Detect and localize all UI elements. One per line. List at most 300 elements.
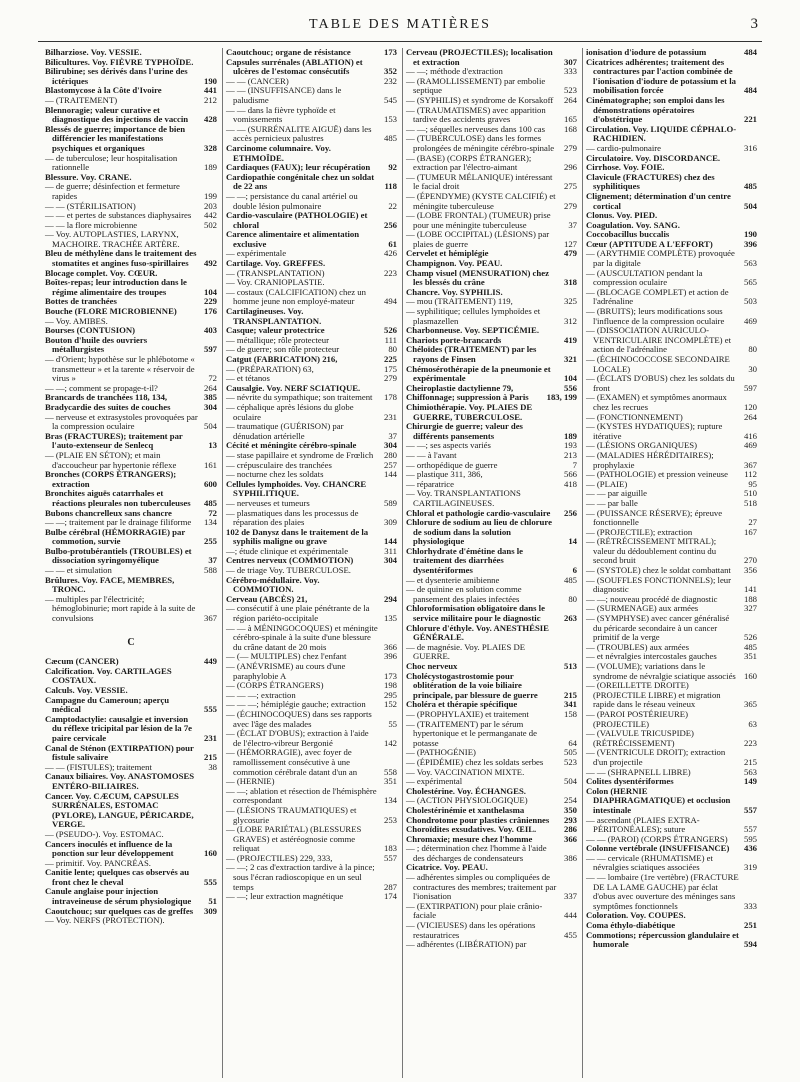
entry-page: 545	[383, 94, 397, 105]
index-entry	[45, 106, 217, 125]
index-entry	[226, 403, 397, 422]
index-entry	[586, 374, 757, 393]
entry-text: — (DISSOCIATION AURICULO-VENTRICULAIRE INCOMPLÈTE) et action de l'adrénaline	[586, 325, 732, 355]
index-entry	[406, 844, 577, 863]
entry-text: Cancer. Voy. CÆCUM, CAPSULES SURRÉNALES, ESTOMAC (PYLORE), LANGUE, PÉRICARDE, VERGE.	[45, 790, 194, 830]
entry-text: — multiples par l'électricité; hémoglobinurie; mort rapide à la suite de convulsions	[45, 593, 196, 624]
entry-page: 183, 199	[546, 392, 577, 403]
index-entry	[586, 125, 757, 144]
entry-text: — — par balle	[586, 497, 638, 508]
entry-text: — — à MÉNINGOCOQUES) et méningite cérébro-spinale à la suite d'une blessure du crâne datant de 20 mois	[226, 622, 378, 652]
entry-page: 485	[743, 181, 757, 192]
index-entry	[406, 672, 577, 701]
entry-page: 311	[384, 545, 397, 556]
index-entry	[45, 336, 217, 355]
entry-page: 256	[563, 507, 577, 518]
index-entry	[226, 710, 397, 729]
index-entry	[586, 748, 757, 767]
entry-text: — (FONCTIONNEMENT)	[586, 411, 683, 422]
page-title: TABLE DES MATIÈRES	[309, 17, 491, 32]
entry-page: 37	[568, 219, 577, 230]
index-column-4	[582, 48, 762, 1078]
index-entry	[406, 154, 577, 173]
entry-text: Colon (HERNIE DIAPHRAGMATIQUE) et occlusion intestinale	[586, 785, 731, 815]
entry-text: — métallique; rôle protecteur	[226, 334, 330, 345]
entry-text: Champignon. Voy. PEAU.	[406, 258, 503, 269]
entry-page: 153	[383, 114, 397, 125]
index-entry	[45, 432, 217, 451]
entry-text: Bulbe cérébral (HÉMORRAGIE) par commotion, survie	[45, 526, 186, 547]
index-entry	[45, 470, 217, 489]
index-entry	[406, 921, 577, 940]
entry-text: — (TRAITEMENT)	[45, 94, 118, 105]
entry-text: Cirrhose. Voy. FOIE.	[586, 162, 665, 173]
entry-text: — (HÉMORRAGIE), avec foyer de ramollissement consécutive à une commotion cérébrale datant d'un an	[226, 747, 358, 777]
entry-text: Casque; valeur protectrice	[226, 325, 325, 336]
entry-text: — (HERNIE)	[226, 776, 275, 787]
entry-text: Cholestérine. Voy. ÉCHANGES.	[406, 785, 526, 796]
entry-page: 595	[743, 833, 757, 844]
entry-page: 168	[563, 123, 577, 134]
entry-text: Bilicultures. Voy. FIÈVRE TYPHOÏDE.	[45, 56, 194, 67]
entry-text: Carcinome columnaire. Voy. ETHMOÏDE.	[226, 142, 331, 163]
entry-page: 396	[383, 651, 397, 662]
entry-text: — costaux (CALCIFICATION) chez un homme jeune non employé-mateur	[226, 286, 366, 307]
entry-text: Cicatrices adhérentes; traitement des contractures par l'action combinée de l'ionisation d'iodure de potassium et la mobilisation forcée	[586, 56, 736, 96]
index-entry	[45, 772, 217, 791]
entry-text: — (PLAIE)	[586, 478, 628, 489]
index-entry	[45, 840, 217, 859]
entry-page: 419	[563, 334, 577, 345]
entry-page: 134	[383, 795, 397, 806]
entry-page: 594	[743, 939, 757, 950]
entry-page: 112	[744, 469, 757, 480]
entry-page: 189	[203, 162, 217, 173]
entry-page: 444	[563, 910, 577, 921]
entry-text: Coma éthylo-diabétique	[586, 920, 676, 931]
entry-text: — —; ablation et résection de l'hémisphère correspondant	[226, 785, 377, 806]
entry-text: Commotions; répercussion glandulaire et humorale	[586, 929, 739, 950]
index-entry	[45, 715, 217, 744]
index-entry	[226, 480, 397, 499]
entry-text: Capsules surrénales (ABLATION) et ulcères de l'estomac consécutifs	[226, 56, 363, 77]
entry-text: — Voy. VACCINATION MIXTE.	[406, 766, 525, 777]
entry-page: 63	[748, 718, 757, 729]
entry-text: — (VENTRICULE DROIT); extraction d'un projectile	[586, 747, 726, 767]
entry-page: 64	[568, 737, 577, 748]
entry-text: Coloration. Voy. COUPES.	[586, 910, 686, 921]
entry-page: 80	[748, 344, 757, 355]
entry-page: 449	[203, 656, 217, 667]
entry-text: — (AUSCULTATION pendant la compression oculaire	[586, 267, 703, 288]
index-column-2	[222, 48, 402, 1078]
entry-page: 351	[383, 776, 397, 787]
entry-page: 255	[203, 536, 217, 547]
entry-text: — (ÉCLAT D'OBUS); extraction à l'aide de l'électro-vibreur Bergonié	[226, 728, 369, 748]
entry-text: Colites dysentériformes	[586, 776, 674, 787]
index-entry	[45, 125, 217, 154]
entry-text: —; étude clinique et expérimentale	[226, 545, 349, 556]
entry-text: — réparatrice	[406, 478, 454, 489]
entry-page: 270	[743, 555, 757, 566]
entry-page: 173	[383, 48, 397, 57]
entry-text: Chimiothérapie. Voy. PLAIES DE GUERRE, TUBERCULOSE.	[406, 401, 533, 422]
entry-text: — de tuberculose; leur hospitalisation rationnelle	[45, 152, 178, 173]
index-entry	[406, 643, 577, 662]
entry-text: Chlorhydrate d'émétine dans le traitement des diarrhées dysentériformes	[406, 545, 524, 576]
entry-text: — (PATHOLOGIE) et pression veineuse	[586, 469, 729, 480]
index-entry	[45, 595, 217, 624]
index-entry	[226, 748, 397, 777]
entry-text: — Voy. AUTOPLASTIES, LARYNX, MACHOIRE. TRACHÉE ARTÈRE.	[45, 229, 180, 249]
entry-page: 367	[743, 459, 757, 470]
index-entry	[586, 326, 757, 355]
entry-text: Brancards de tranchées 118, 134,	[45, 392, 168, 403]
entry-page: 318	[563, 277, 577, 288]
entry-text: — Voy. CRANIOPLASTIE.	[226, 277, 325, 288]
entry-text: — — (STÉRILISATION)	[45, 200, 136, 211]
entry-page: 183	[383, 843, 397, 854]
entry-text: — de guerre; son rôle protecteur	[226, 344, 340, 355]
entry-page: 563	[743, 258, 757, 269]
entry-page: 215	[203, 752, 217, 763]
index-entry	[406, 902, 577, 921]
index-entry	[45, 916, 217, 926]
index-entry	[45, 278, 217, 297]
entry-page: 38	[208, 761, 217, 772]
entry-text: — de quinine en solution comme pansement des plaies infectées	[406, 584, 522, 604]
entry-page: 158	[563, 708, 577, 719]
index-entry	[226, 509, 397, 528]
entry-text: — plasmatiques dans les processus de réparation des plaies	[226, 507, 359, 528]
entry-text: Bronches (CORPS ÉTRANGERS); extraction	[45, 469, 177, 489]
entry-page: 231	[203, 732, 217, 743]
entry-text: — — (SURRÉNALITE AIGUË) dans les accès pernicieux palustres	[226, 123, 372, 144]
entry-text: Cervelet et hémiplégie	[406, 248, 489, 259]
entry-page: 523	[563, 756, 577, 767]
entry-page: 555	[203, 704, 217, 715]
entry-page: 134	[203, 517, 217, 528]
entry-text: Circulatoire. Voy. DISCORDANCE.	[586, 152, 721, 163]
entry-text: Choroïdites exsudatives. Voy. ŒIL.	[406, 824, 537, 835]
index-entry	[226, 125, 397, 144]
entry-text: — Voy. NERFS (PROTECTION).	[45, 915, 165, 926]
entry-text: — (PLAIE EN SÉTON); et main d'accoucheur par hypertonie réflexe	[45, 449, 177, 470]
header-rule	[38, 41, 762, 42]
entry-page: 455	[563, 929, 577, 940]
entry-text: — (PROJECTILE); extraction	[586, 526, 693, 537]
entry-page: 111	[384, 334, 397, 345]
entry-page: 72	[208, 373, 217, 384]
index-entry	[45, 230, 217, 249]
entry-text: Chémosérothérapie de la pneumonie et expérimentale	[406, 363, 551, 384]
index-entry	[226, 173, 397, 192]
entry-text: — (— MULTIPLES) chez l'enfant	[226, 651, 347, 662]
entry-page: 190	[743, 229, 757, 240]
entry-page: 312	[563, 315, 577, 326]
entry-text: Chiffonnage; suppression à Paris	[406, 392, 529, 403]
index-entry	[45, 182, 217, 201]
entry-page: 72	[208, 507, 217, 518]
entry-text: — (ÉCLATS D'OBUS) chez les soldats du front	[586, 373, 735, 393]
entry-text: Choc nerveux	[406, 661, 458, 671]
entry-page: 165	[563, 114, 577, 125]
index-entry	[406, 345, 577, 364]
entry-text: Blennoragie; valeur curative et diagnostique des injections de vaccin	[45, 104, 189, 125]
index-entry	[226, 662, 397, 681]
entry-text: Bilharziose. Voy. VESSIE.	[45, 48, 142, 57]
entry-text: Cæcum (CANCER)	[45, 656, 119, 667]
index-entry	[406, 211, 577, 230]
entry-page: 352	[383, 66, 397, 77]
entry-text: Calculs. Voy. VESSIE.	[45, 685, 128, 695]
entry-page: 304	[383, 555, 397, 566]
entry-text: — (LÉSIONS TRAUMATIQUES) et glycosurie	[226, 804, 357, 825]
entry-page: 149	[743, 776, 757, 787]
index-entry	[45, 576, 217, 595]
entry-text: Catgut (FABRICATION) 216,	[226, 354, 338, 364]
entry-text: — (PATHOGÉNIE)	[406, 747, 476, 758]
entry-text: Bronchites aiguës catarrhales et réactions pleurales non tuberculeuses	[45, 488, 191, 508]
index-entry	[45, 451, 217, 470]
entry-text: — (SOUFFLES FONCTIONNELS); leur diagnostic	[586, 574, 732, 595]
entry-text: — nerveuse et extrasystoles provoquées par la compression oculaire	[45, 411, 198, 432]
entry-page: 160	[203, 848, 217, 859]
entry-text: — (BLOCAGE COMPLET) et action de l'adrénaline	[586, 286, 729, 307]
index-entry	[226, 192, 397, 211]
entry-text: — — la flore microbienne	[45, 219, 138, 230]
entry-page: 403	[203, 325, 217, 336]
entry-text: Choléra et thérapie spécifique	[406, 699, 518, 710]
entry-page: 518	[743, 497, 757, 508]
index-entry	[406, 230, 577, 249]
entry-page: 469	[743, 440, 757, 451]
entry-text: — — (PAROI) (CORPS ÉTRANGERS)	[586, 833, 728, 844]
entry-page: 13	[208, 440, 217, 451]
entry-text: — — dans la fièvre typhoïde et vomissements	[226, 104, 336, 125]
index-entry	[45, 355, 217, 384]
entry-page: 120	[743, 401, 757, 412]
index-entry	[586, 509, 757, 528]
entry-page: 286	[563, 824, 577, 835]
entry-text: — expérimentale	[226, 248, 287, 259]
entry-page: 351	[743, 651, 757, 662]
index-entry	[226, 604, 397, 623]
entry-text: Circulation. Voy. LIQUIDE CÉPHALO-RACHIDIEN.	[586, 123, 737, 144]
entry-text: Chloral et pathologie cardio-vasculaire	[406, 507, 551, 518]
entry-page: 469	[743, 315, 757, 326]
entry-page: 396	[743, 238, 757, 249]
entry-text: Chariots porte-brancards	[406, 334, 502, 345]
entry-page: 203	[203, 200, 217, 211]
entry-text: Cholécystogastrostomie pour oblitération de la voie biliaire principale, par blessure de guerre	[406, 670, 538, 700]
index-entry	[586, 576, 757, 595]
index-entry	[406, 489, 577, 508]
entry-page: 22	[388, 200, 397, 211]
entry-page: 251	[743, 920, 757, 931]
index-entry	[406, 720, 577, 749]
entry-page: 167	[743, 526, 757, 537]
entry-text: — stase papillaire et syndrome de Frœlich	[226, 449, 374, 460]
entry-page: 175	[383, 363, 397, 374]
entry-page: 484	[743, 85, 757, 96]
entry-text: Blessés de guerre; importance de bien différencier les manifestations psychiques et organiques	[45, 123, 186, 153]
entry-text: — — (CANCER)	[226, 75, 289, 86]
index-entry	[226, 825, 397, 854]
index-entry	[45, 154, 217, 173]
entry-text: Canitie lente; quelques cas observés au front chez le cheval	[45, 867, 190, 887]
entry-text: Cartilage. Voy. GREFFES.	[226, 258, 326, 269]
entry-text: Bottes de tranchées	[45, 296, 117, 307]
entry-page: 30	[748, 363, 757, 374]
index-entry	[406, 585, 577, 604]
index-entry	[226, 576, 397, 595]
entry-text: — (ÉPIDÉMIE) chez les soldats serbes	[406, 756, 544, 767]
entry-text: Coagulation. Voy. SANG.	[586, 219, 680, 230]
index-entry	[45, 744, 217, 763]
entry-text: — (CORPS ÉTRANGERS)	[226, 680, 324, 691]
entry-text: — —; traitement par le drainage filiforme	[45, 517, 192, 528]
entry-page: 436	[743, 843, 757, 854]
entry-text: — (SYPHILIS) et syndrome de Korsakoff	[406, 94, 554, 105]
entry-text: Chlorure de sodium au lieu de chlorure de sodium dans la solution physiologique	[406, 517, 552, 547]
entry-page: 256	[383, 219, 397, 230]
index-entry	[45, 249, 217, 268]
entry-text: — traumatique (GUÉRISON) par dénudation artérielle	[226, 421, 344, 441]
entry-page: 161	[203, 459, 217, 470]
entry-page: 510	[743, 488, 757, 499]
entry-page: 95	[748, 478, 757, 489]
entry-text: — (SYMPHYSE) avec cancer généralisé du péricarde secondaire à un cancer primitif de la verge	[586, 613, 730, 643]
entry-page: 385	[203, 392, 217, 403]
entry-text: — (PUISSANCE RÉSERVE); épreuve fonctionnelle	[586, 507, 723, 528]
entry-page: 304	[203, 401, 217, 412]
entry-text: — (PROPHYLAXIE) et traitement	[406, 708, 529, 719]
entry-text: — et tétanos	[226, 373, 270, 384]
entry-text: Bulbo-protubérantiels (TROUBLES) et dissociation syringomyélique	[45, 545, 192, 566]
index-entry	[406, 134, 577, 153]
index-entry	[406, 624, 577, 643]
entry-page: 479	[563, 248, 577, 259]
index-entry	[226, 624, 397, 653]
entry-text: — (VOLUME); variations dans le syndrome de névralgie sciatique associés	[586, 661, 736, 681]
entry-page: 556	[563, 382, 577, 393]
entry-text: Chlorure d'éthyle. Voy. ANESTHÉSIE GÉNÉRALE.	[406, 622, 549, 643]
entry-text: — (SYSTOLE) chez le soldat combattant	[586, 565, 731, 576]
entry-text: Causalgie. Voy. NERF SCIATIQUE.	[226, 382, 361, 393]
entry-page: 502	[203, 219, 217, 230]
entry-text: Chirurgie de guerre; valeur des différents pansements	[406, 421, 523, 441]
index-entry	[45, 887, 217, 906]
entry-page: 104	[563, 373, 577, 384]
entry-text: Cellules lymphoïdes. Voy. CHANCRE SYPHILITIQUE.	[226, 478, 367, 499]
entry-page: 557	[743, 824, 757, 835]
entry-text: — (SURMENAGE) aux armées	[586, 603, 699, 614]
index-entry	[406, 77, 577, 96]
entry-text: Coccobacillus buccalis	[586, 229, 670, 240]
entry-page: 190	[203, 75, 217, 86]
index-entry	[586, 537, 757, 566]
entry-text: Bras (FRACTURES); traitement par l'auto-extenseur de Senlecq	[45, 430, 183, 451]
entry-text: — adhérentes (LIBÉRATION) par	[406, 939, 527, 950]
entry-text: — (ÉPENDYME) (KYSTE CALCIFIÉ) et méningite tuberculeuse	[406, 190, 556, 211]
entry-text: Canule anglaise pour injection intraveineuse de sérum physiologique	[45, 886, 192, 907]
entry-text: — — et pertes de substances diaphysaires	[45, 210, 192, 221]
entry-page: 295	[383, 689, 397, 700]
index-entry	[406, 604, 577, 623]
index-entry	[45, 696, 217, 715]
entry-page: 223	[743, 737, 757, 748]
entry-text: Chancre. Voy. SYPHILIS.	[406, 286, 503, 297]
entry-page: 104	[203, 286, 217, 297]
entry-text: Brûlures. Voy. FACE, MEMBRES, TRONC.	[45, 574, 175, 595]
entry-page: 333	[743, 900, 757, 911]
entry-text: Cheiroplastie dactylienne 79,	[406, 382, 514, 393]
entry-text: — ascendant (PLAIES EXTRA-PÉRITONÉALES); suture	[586, 814, 700, 835]
entry-text: Cancers inoculés et influence de la ponction sur leur développement	[45, 838, 174, 859]
entry-text: — primitif. Voy. PANCRÉAS.	[45, 857, 151, 868]
entry-text: — — et simulation	[45, 565, 112, 576]
index-entry	[45, 528, 217, 547]
entry-text: — (EXTIRPATION) pour plaie crânio-faciale	[406, 900, 543, 921]
entry-text: Blocage complet. Voy. CŒUR.	[45, 267, 158, 278]
entry-text: — (TRAUMATISMES) avec apparition tardive des accidents graves	[406, 104, 546, 125]
entry-page: 341	[563, 699, 577, 710]
entry-page: 254	[563, 795, 577, 806]
index-entry	[226, 307, 397, 326]
index-entry	[586, 173, 757, 192]
entry-page: 484	[743, 48, 757, 57]
entry-text: Colonne vertébrale (INSUFFISANCE)	[586, 843, 730, 854]
entry-page: 588	[203, 565, 217, 576]
entry-text: — —; ses aspects variés	[406, 440, 491, 451]
entry-text: — (BASE) (CORPS ÉTRANGER); extraction par l'électro-aimant	[406, 152, 532, 173]
entry-page: 280	[383, 449, 397, 460]
entry-text: Camptodactylie: causalgie et inversion du réflexe tricipital par lésion de la 7e paire cervicale	[45, 713, 193, 743]
index-entry	[586, 451, 757, 470]
index-entry	[586, 787, 757, 816]
entry-page: 257	[383, 459, 397, 470]
entry-text: Cécité et méningite cérébro-spinale	[226, 440, 357, 451]
index-entry	[226, 528, 397, 547]
entry-page: 503	[743, 296, 757, 307]
entry-page: 212	[203, 94, 217, 105]
entry-text: — (ANÉVRISME) au cours d'une paraphylobie A	[226, 661, 346, 681]
entry-page: 199	[203, 190, 217, 201]
entry-page: 328	[203, 142, 217, 153]
entry-page: 232	[383, 75, 397, 86]
entry-page: 366	[563, 833, 577, 844]
entry-text: Clonus. Voy. PIED.	[586, 210, 658, 221]
entry-text: — —; comment se propage-t-il?	[45, 382, 158, 393]
entry-text: Bleu de méthylène dans le traitement des stomatites et angines fuso-spirillaires	[45, 248, 197, 269]
entry-text: — consécutif à une plaie pénétrante de la région pariéto-occipitale	[226, 603, 370, 624]
index-entry	[226, 106, 397, 125]
entry-text: — orthopédique de guerre	[406, 459, 498, 470]
index-entry	[226, 787, 397, 806]
entry-page: 494	[383, 296, 397, 307]
page-number: 3	[750, 16, 758, 32]
entry-page: 504	[203, 421, 217, 432]
entry-text: Cérébro-médullaire. Voy. COMMOTION.	[226, 574, 320, 595]
entry-page: 6	[572, 565, 577, 576]
entry-page: 426	[383, 248, 397, 259]
entry-text: — de triage Voy. TUBERCULOSE.	[226, 565, 351, 576]
entry-text: — (VALVULE TRICUSPIDE) (RÉTRÉCISSEMENT)	[586, 728, 694, 748]
entry-text: — adhérentes simples ou compliquées de contractures des membres; traitement par l'ionisation	[406, 872, 557, 902]
entry-page: 565	[743, 277, 757, 288]
entry-text: Chondrotome pour plasties crâniennes	[406, 814, 550, 825]
